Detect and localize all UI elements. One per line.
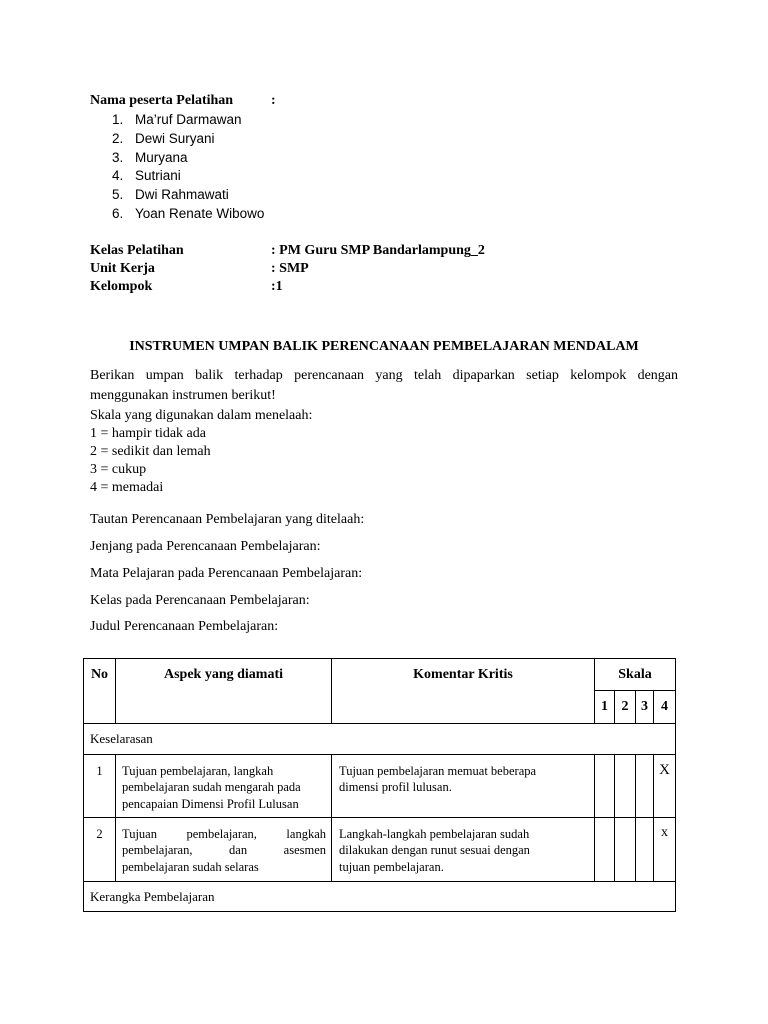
- participant-list: [112, 111, 264, 224]
- table-border: [83, 817, 676, 818]
- page-title: INSTRUMEN UMPAN BALIK PERENCANAAN PEMBELAJARAN MENDALAM: [129, 339, 639, 354]
- score-mark: X: [659, 762, 670, 778]
- section-label-keselarasan: Keselarasan: [90, 731, 153, 746]
- aspek-cell: [122, 763, 326, 812]
- table-border: [594, 754, 595, 882]
- meta-kelompok-value: :1: [271, 279, 283, 294]
- field-judul: Judul Perencanaan Pembelajaran:: [90, 619, 279, 634]
- participant-name: Sutriani: [135, 168, 181, 184]
- aspek-line: pembelajaran sudah mengarah pada: [122, 780, 301, 795]
- list-item: [112, 130, 264, 149]
- table-border: [635, 754, 636, 882]
- intro-paragraph: Berikan umpan balik terhadap perencanaan yang telah dipaparkan setiap kelompok dengan menggunakan instrumen berikut!: [90, 368, 678, 403]
- meta-unit-value: : SMP: [271, 261, 309, 276]
- header-skala-4: 4: [661, 699, 668, 714]
- list-number: 5.: [112, 187, 124, 203]
- list-item: [112, 111, 264, 130]
- meta-kelas-label: Kelas Pelatihan: [90, 243, 184, 258]
- field-tautan: Tautan Perencanaan Pembelajaran yang ditelaah:: [90, 512, 365, 527]
- komentar-line: Langkah-langkah pembelajaran sudah: [339, 827, 530, 841]
- scale-level: 3 = cukup: [90, 462, 147, 477]
- table-border: [83, 658, 676, 659]
- komentar-cell: [339, 763, 589, 796]
- field-jenjang: Jenjang pada Perencanaan Pembelajaran:: [90, 539, 321, 554]
- list-item: [112, 205, 264, 224]
- table-border: [83, 754, 676, 755]
- table-border: [331, 754, 332, 882]
- list-number: 2.: [112, 130, 124, 146]
- list-number: 3.: [112, 149, 124, 165]
- komentar-line: dilakukan dengan runut sesuai dengan: [339, 843, 530, 858]
- meta-kelas-value: : PM Guru SMP Bandarlampung_2: [271, 243, 485, 258]
- aspek-line: pencapaian Dimensi Profil Lulusan: [122, 796, 299, 811]
- meta-kelompok-label: Kelompok: [90, 279, 153, 294]
- header-aspek: Aspek yang diamati: [163, 667, 284, 682]
- komentar-line: tujuan pembelajaran.: [339, 859, 444, 874]
- header-skala-2: 2: [621, 699, 629, 714]
- aspek-line: pembelajaran sudah selaras: [122, 859, 259, 874]
- komentar-line: Tujuan pembelajaran memuat beberapa: [339, 764, 537, 778]
- table-border: [614, 754, 615, 882]
- list-item: [112, 186, 264, 205]
- participant-name: Dwi Rahmawati: [135, 187, 229, 203]
- scale-level: 2 = sedikit dan lemah: [90, 444, 211, 459]
- header-skala-1: 1: [601, 699, 608, 714]
- field-kelas: Kelas pada Perencanaan Pembelajaran:: [90, 593, 310, 608]
- field-mapel: Mata Pelajaran pada Perencanaan Pembelajaran:: [90, 566, 363, 581]
- table-border: [83, 881, 676, 882]
- participant-name: Dewi Suryani: [135, 130, 215, 146]
- list-item: [112, 167, 264, 186]
- header-no: No: [90, 667, 109, 682]
- list-number: 6.: [112, 205, 124, 221]
- komentar-cell: [339, 826, 589, 875]
- list-item: [112, 149, 264, 168]
- table-border: [83, 911, 676, 912]
- aspek-line: Tujuan pembelajaran, langkah: [122, 764, 274, 778]
- table-border: [83, 658, 84, 912]
- header-skala-3: 3: [641, 699, 648, 714]
- row-number: 1: [96, 764, 103, 778]
- meta-unit-label: Unit Kerja: [90, 261, 155, 276]
- header-komentar: Komentar Kritis: [413, 667, 513, 682]
- participants-colon: :: [271, 93, 276, 108]
- table-border: [675, 658, 676, 912]
- scale-level: 1 = hampir tidak ada: [90, 426, 206, 441]
- row-number: 2: [96, 827, 103, 841]
- aspek-cell: [122, 826, 326, 875]
- scale-heading: Skala yang digunakan dalam menelaah:: [90, 408, 313, 423]
- list-number: 4.: [112, 168, 124, 184]
- scale-block: [90, 407, 312, 497]
- table-border: [83, 723, 676, 724]
- scale-level: 4 = memadai: [90, 480, 164, 495]
- table-border: [115, 754, 116, 882]
- score-mark: x: [661, 825, 668, 840]
- aspek-line: Tujuan pembelajaran, langkah: [122, 827, 326, 841]
- aspek-line: pembelajaran, dan asesmen: [122, 843, 326, 858]
- participant-name: Ma’ruf Darmawan: [135, 112, 242, 127]
- list-number: 1.: [112, 112, 124, 127]
- participants-label: Nama peserta Pelatihan: [90, 93, 234, 108]
- header-skala: Skala: [618, 667, 652, 682]
- section-label-kerangka: Kerangka Pembelajaran: [90, 889, 215, 904]
- participant-name: Yoan Renate Wibowo: [135, 205, 265, 221]
- participant-name: Muryana: [135, 149, 188, 165]
- komentar-line: dimensi profil lulusan.: [339, 780, 452, 795]
